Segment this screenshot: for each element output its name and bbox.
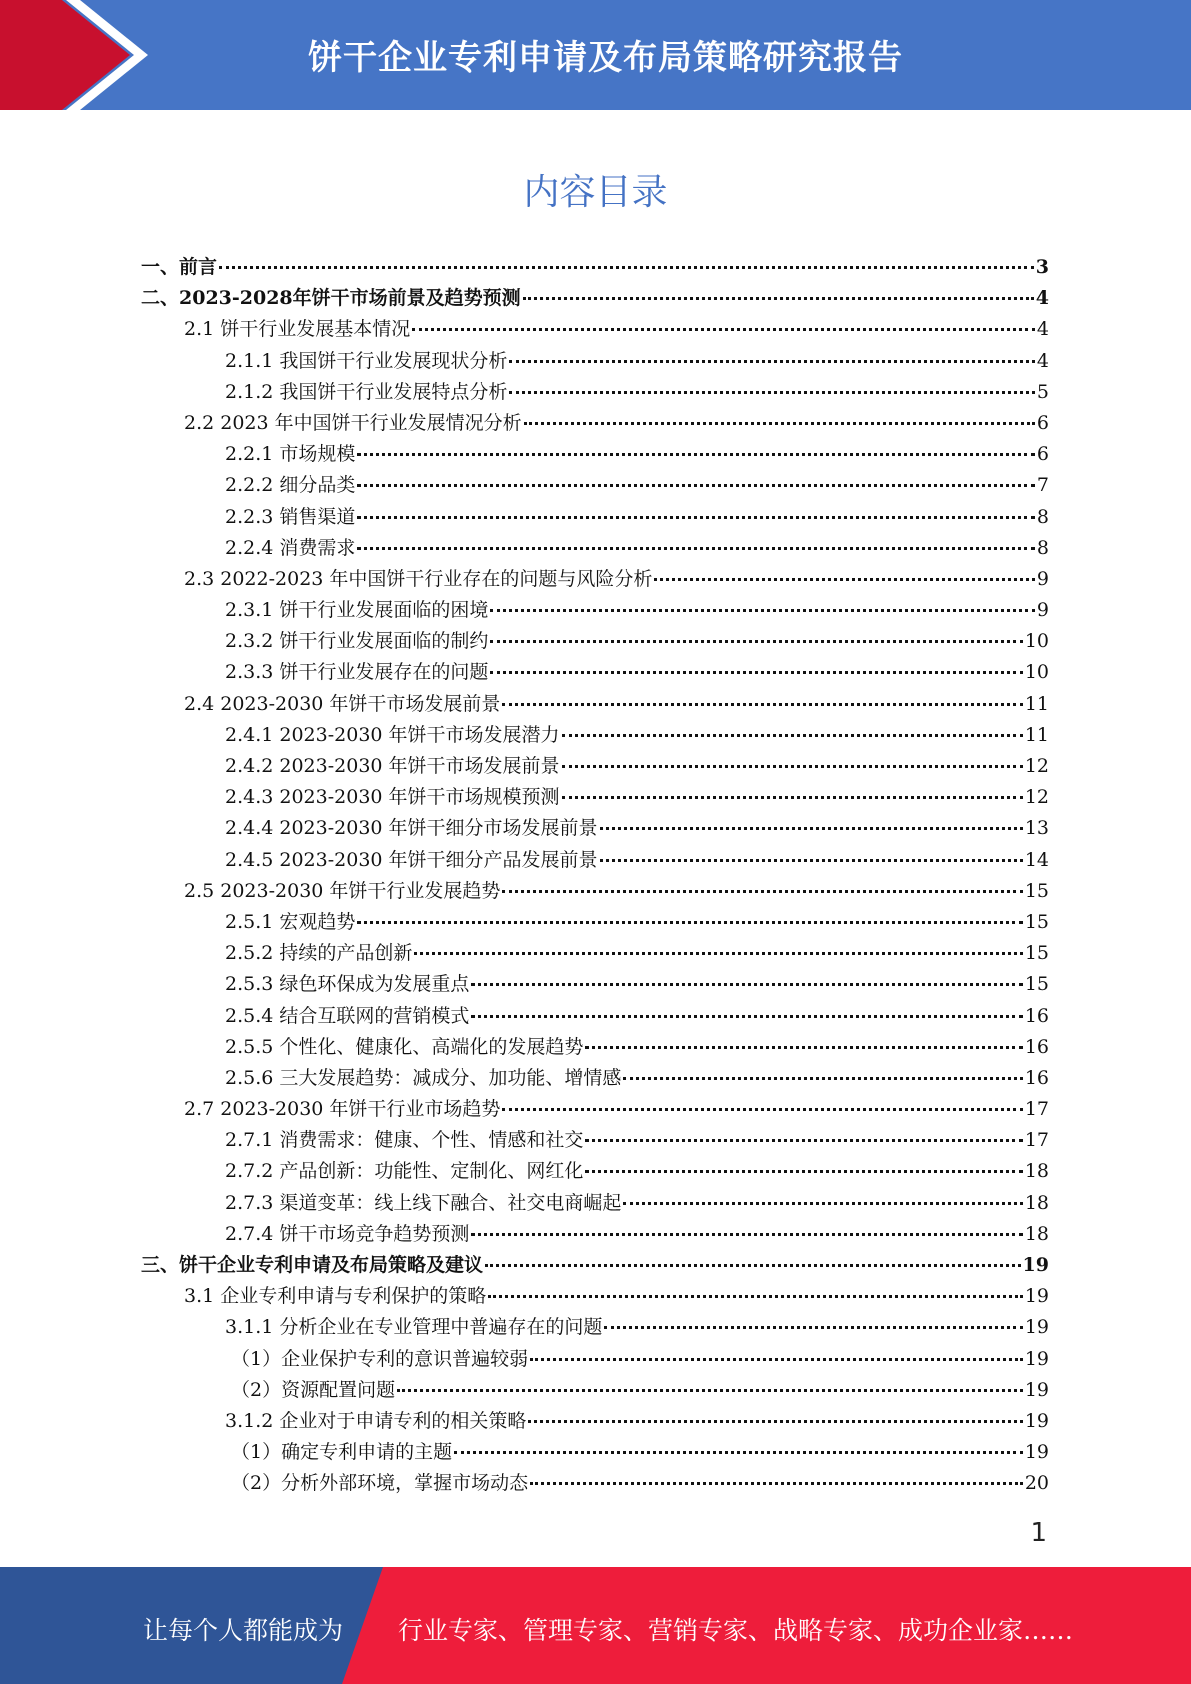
toc-entry-label: （2）分析外部环境，掌握市场动态	[231, 1472, 529, 1495]
toc-entry-page: 5	[1036, 380, 1049, 403]
toc-entry[interactable]	[141, 1001, 1049, 1032]
toc-entry-page: 12	[1024, 755, 1049, 777]
toc-entry[interactable]	[141, 252, 1049, 283]
toc-entry[interactable]	[141, 408, 1049, 439]
toc-dot-leader	[490, 670, 1022, 674]
toc-dot-leader	[485, 1263, 1021, 1267]
toc-heading: 内容目录	[523, 172, 668, 213]
toc-entry[interactable]	[141, 907, 1049, 938]
toc-entry-page: 8	[1036, 505, 1049, 528]
toc-entry[interactable]	[141, 626, 1049, 657]
toc-entry[interactable]	[141, 1125, 1049, 1156]
toc-entry[interactable]	[141, 1032, 1049, 1063]
toc-entry-label: 2.1 饼干行业发展基本情况	[184, 318, 411, 341]
toc-entry[interactable]	[141, 595, 1049, 626]
toc-entry[interactable]	[141, 1344, 1049, 1375]
toc-entry-label: 2.4.4 2023-2030 年饼干细分市场发展前景	[225, 817, 598, 840]
toc-entry[interactable]	[141, 1250, 1049, 1281]
toc-entry-page: 11	[1024, 723, 1049, 746]
toc-entry[interactable]	[141, 533, 1049, 564]
toc-entry-page: 16	[1024, 1066, 1049, 1089]
page-number: 1	[1030, 1518, 1047, 1548]
toc-entry[interactable]	[141, 1375, 1049, 1406]
toc-dot-leader	[357, 546, 1035, 550]
toc-dot-leader	[530, 1481, 1023, 1485]
toc-dot-leader	[600, 826, 1023, 830]
toc-entry-label: 2.5.4 结合互联网的营销模式	[225, 1004, 470, 1027]
toc-entry[interactable]	[141, 502, 1049, 533]
toc-dot-leader	[600, 858, 1023, 862]
toc-entry-page: 8	[1036, 536, 1049, 559]
toc-entry-page: 19	[1024, 1285, 1049, 1308]
toc-entry[interactable]	[141, 470, 1049, 501]
toc-entry-label: 2.7.3 渠道变革：线上线下融合、社交电商崛起	[225, 1191, 622, 1214]
toc-entry-label: 2.7 2023-2030 年饼干行业市场趋势	[184, 1098, 501, 1121]
toc-entry[interactable]	[141, 1094, 1049, 1125]
toc-entry[interactable]	[141, 439, 1049, 470]
toc-entry-label: 2.4 2023-2030 年饼干市场发展前景	[184, 692, 501, 715]
toc-entry-label: 2.1.1 我国饼干行业发展现状分析	[225, 349, 508, 372]
toc-dot-leader	[414, 951, 1022, 955]
toc-entry-label: 三、饼干企业专利申请及布局策略及建议	[141, 1254, 484, 1276]
toc-entry[interactable]	[141, 782, 1049, 813]
toc-entry-label: 2.3.1 饼干行业发展面临的困境	[225, 599, 489, 622]
toc-entry[interactable]	[141, 346, 1049, 377]
toc-dot-leader	[357, 452, 1035, 456]
toc-entry-page: 19	[1024, 1409, 1049, 1432]
toc-entry-page: 18	[1024, 1191, 1049, 1214]
toc-dot-leader	[585, 1169, 1022, 1173]
table-of-contents	[141, 252, 1049, 1500]
toc-dot-leader	[524, 421, 1035, 425]
toc-entry-page: 19	[1024, 1378, 1049, 1401]
toc-dot-leader	[219, 265, 1034, 269]
toc-entry-page: 13	[1024, 817, 1049, 840]
toc-entry-label: 2.7.1 消费需求：健康、个性、情感和社交	[225, 1129, 584, 1152]
toc-entry-label: 2.2.3 销售渠道	[225, 505, 356, 528]
toc-entry-page: 17	[1024, 1098, 1049, 1121]
toc-entry-page: 4	[1036, 318, 1049, 341]
toc-entry-page: 3	[1035, 256, 1049, 278]
toc-entry-label: 2.5.1 宏观趋势	[225, 910, 356, 933]
toc-dot-leader	[509, 359, 1035, 363]
toc-entry[interactable]	[141, 1219, 1049, 1250]
toc-entry-label: 2.2 2023 年中国饼干行业发展情况分析	[184, 411, 522, 434]
toc-entry-page: 19	[1022, 1254, 1049, 1276]
toc-entry-label: 2.5.2 持续的产品创新	[225, 942, 413, 965]
toc-dot-leader	[454, 1450, 1023, 1454]
toc-entry[interactable]	[141, 1188, 1049, 1219]
toc-dot-leader	[502, 889, 1022, 893]
toc-entry[interactable]	[141, 876, 1049, 907]
toc-entry-page: 20	[1024, 1472, 1049, 1495]
toc-entry-label: （1）企业保护专利的意识普遍较弱	[231, 1347, 529, 1370]
toc-entry-label: 3.1.2 企业对于申请专利的相关策略	[225, 1409, 527, 1432]
toc-dot-leader	[623, 1201, 1022, 1205]
toc-entry-page: 12	[1024, 786, 1049, 809]
toc-dot-leader	[623, 1076, 1022, 1080]
toc-entry-page: 11	[1024, 692, 1049, 715]
toc-entry-page: 17	[1024, 1129, 1049, 1152]
toc-dot-leader	[585, 1045, 1022, 1049]
toc-dot-leader	[509, 390, 1035, 394]
toc-entry-label: 2.4.3 2023-2030 年饼干市场规模预测	[225, 786, 560, 809]
toc-entry-label: 二、2023-2028年饼干市场前景及趋势预测	[141, 287, 521, 310]
toc-entry-page: 6	[1036, 411, 1049, 434]
toc-entry-label: 2.2.4 消费需求	[225, 536, 356, 559]
toc-dot-leader	[357, 920, 1022, 924]
toc-dot-leader	[530, 1357, 1023, 1361]
toc-entry-label: （2）资源配置问题	[231, 1378, 396, 1401]
toc-dot-leader	[357, 515, 1035, 519]
toc-entry[interactable]	[141, 720, 1049, 751]
toc-entry-label: 2.3.3 饼干行业发展存在的问题	[225, 661, 489, 684]
toc-entry-page: 10	[1024, 630, 1049, 653]
toc-entry[interactable]	[141, 1281, 1049, 1312]
toc-entry-page: 18	[1024, 1222, 1049, 1245]
toc-dot-leader	[357, 483, 1035, 487]
toc-entry[interactable]	[141, 969, 1049, 1000]
toc-entry-page: 19	[1024, 1441, 1049, 1464]
toc-entry-label: 2.5 2023-2030 年饼干行业发展趋势	[184, 879, 501, 902]
toc-entry-label: 2.1.2 我国饼干行业发展特点分析	[225, 380, 508, 403]
toc-entry-page: 15	[1024, 910, 1049, 933]
toc-entry-page: 14	[1024, 848, 1049, 871]
toc-entry-label: 2.5.3 绿色环保成为发展重点	[225, 973, 470, 996]
toc-entry[interactable]	[141, 564, 1049, 595]
toc-entry[interactable]	[141, 845, 1049, 876]
toc-entry[interactable]	[141, 1406, 1049, 1437]
toc-dot-leader	[502, 1107, 1022, 1111]
toc-dot-leader	[502, 702, 1022, 706]
toc-entry-label: 2.4.2 2023-2030 年饼干市场发展前景	[225, 755, 560, 777]
toc-entry-label: 2.4.5 2023-2030 年饼干细分产品发展前景	[225, 848, 598, 871]
toc-entry[interactable]	[141, 283, 1049, 314]
toc-entry-label: 2.2.2 细分品类	[225, 474, 356, 497]
toc-dot-leader	[471, 1232, 1022, 1236]
footer-band	[0, 1567, 1191, 1684]
toc-entry-label: 2.7.4 饼干市场竞争趋势预测	[225, 1222, 470, 1245]
toc-entry-page: 19	[1024, 1316, 1049, 1339]
toc-entry[interactable]	[141, 377, 1049, 408]
toc-entry-label: 3.1.1 分析企业在专业管理中普遍存在的问题	[225, 1316, 603, 1339]
toc-entry-page: 9	[1036, 567, 1049, 590]
toc-dot-leader	[562, 764, 1023, 768]
toc-entry-page: 10	[1024, 661, 1049, 684]
report-title: 饼干企业专利申请及布局策略研究报告	[308, 38, 903, 78]
toc-entry-page: 15	[1024, 879, 1049, 902]
toc-entry[interactable]	[141, 1437, 1049, 1468]
toc-entry-label: 2.5.6 三大发展趋势：减成分、加功能、增情感	[225, 1066, 622, 1089]
footer-slogan-left: 让每个人都能成为	[143, 1616, 344, 1645]
toc-entry[interactable]	[141, 938, 1049, 969]
footer-slogan-right: 行业专家、管理专家、营销专家、战略专家、成功企业家……	[398, 1616, 1074, 1645]
toc-dot-leader	[528, 1419, 1022, 1423]
toc-entry-page: 16	[1024, 1035, 1049, 1058]
toc-dot-leader	[488, 1294, 1023, 1298]
toc-entry[interactable]	[141, 1156, 1049, 1187]
toc-entry-label: （1）确定专利申请的主题	[231, 1441, 453, 1464]
toc-dot-leader	[490, 608, 1035, 612]
toc-entry-page: 19	[1024, 1347, 1049, 1370]
toc-dot-leader	[562, 733, 1023, 737]
toc-entry-page: 16	[1024, 1004, 1049, 1027]
toc-dot-leader	[471, 1014, 1022, 1018]
toc-dot-leader	[604, 1325, 1022, 1329]
toc-entry-page: 7	[1036, 474, 1049, 497]
toc-dot-leader	[585, 1138, 1022, 1142]
toc-entry[interactable]	[141, 314, 1049, 345]
toc-entry-label: 2.3 2022-2023 年中国饼干行业存在的问题与风险分析	[184, 567, 653, 590]
toc-entry-label: 一、前言	[141, 256, 218, 278]
header-band	[0, 0, 1191, 110]
toc-entry-label: 2.4.1 2023-2030 年饼干市场发展潜力	[225, 723, 560, 746]
toc-entry-page: 15	[1024, 942, 1049, 965]
toc-entry[interactable]	[141, 1312, 1049, 1343]
toc-entry[interactable]	[141, 751, 1049, 782]
toc-entry-page: 6	[1036, 443, 1049, 466]
toc-entry-label: 2.3.2 饼干行业发展面临的制约	[225, 630, 489, 653]
toc-entry-label: 3.1 企业专利申请与专利保护的策略	[184, 1285, 487, 1308]
toc-entry[interactable]	[141, 689, 1049, 720]
toc-entry-page: 9	[1036, 599, 1049, 622]
toc-entry-page: 18	[1024, 1160, 1049, 1183]
toc-entry-label: 2.7.2 产品创新：功能性、定制化、网红化	[225, 1160, 584, 1183]
toc-dot-leader	[412, 327, 1035, 331]
toc-dot-leader	[654, 577, 1034, 581]
toc-entry[interactable]	[141, 1063, 1049, 1094]
toc-entry-page: 15	[1024, 973, 1049, 996]
toc-entry-label: 2.5.5 个性化、健康化、高端化的发展趋势	[225, 1035, 584, 1058]
toc-dot-leader	[523, 296, 1034, 300]
toc-entry-page: 4	[1035, 287, 1049, 310]
toc-entry-label: 2.2.1 市场规模	[225, 443, 356, 466]
toc-entry-page: 4	[1036, 349, 1049, 372]
toc-entry[interactable]	[141, 1468, 1049, 1499]
toc-dot-leader	[562, 795, 1023, 799]
toc-dot-leader	[397, 1388, 1023, 1392]
toc-entry[interactable]	[141, 813, 1049, 844]
toc-dot-leader	[490, 639, 1022, 643]
toc-dot-leader	[471, 982, 1022, 986]
toc-entry[interactable]	[141, 657, 1049, 688]
